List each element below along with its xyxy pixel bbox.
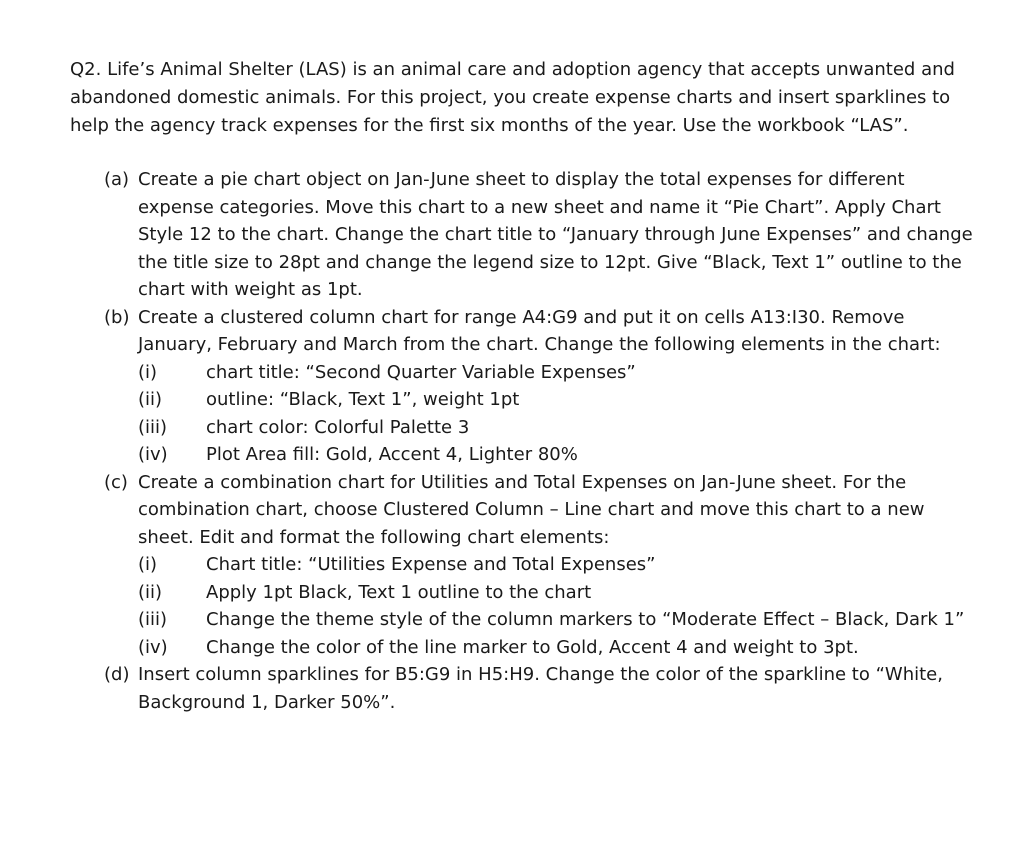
question-d bbox=[104, 661, 984, 716]
question-text: Create a combination chart for Utilities and Total Expenses on Jan-June sheet. For the combination chart, choose Clustered Column – Line chart and move this chart to a new sheet. Edit and format the following chart elements: bbox=[138, 471, 925, 548]
question-body bbox=[138, 166, 984, 304]
question-b bbox=[104, 304, 984, 469]
question-text: Create a pie chart object on Jan-June sheet to display the total expenses for different expense categories. Move this chart to a new sheet and name it “Pie Chart”. Apply Chart Style 12 to the chart. Change the chart title to “January through June Expenses” and change the title size to 28pt and change the legend size to 12pt. Give “Black, Text 1” outline to the chart with weight as 1pt. bbox=[138, 169, 973, 300]
sub-item-text: Change the theme style of the column markers to “Moderate Effect – Black, Dark 1” bbox=[206, 609, 965, 630]
sub-item-label: (ii) bbox=[138, 389, 163, 410]
sub-item bbox=[138, 551, 984, 579]
sub-item-text: outline: “Black, Text 1”, weight 1pt bbox=[206, 389, 520, 410]
sub-item-label: (i) bbox=[138, 361, 158, 383]
sub-item-text: chart title: “Second Quarter Variable Expenses” bbox=[206, 361, 636, 383]
sub-item-label: (ii) bbox=[138, 581, 163, 603]
sub-item-label: (iv) bbox=[138, 636, 168, 658]
sub-item bbox=[138, 359, 984, 387]
sub-item-text: Chart title: “Utilities Expense and Total Expenses” bbox=[206, 554, 656, 575]
question-text: Insert column sparklines for B5:G9 in H5:H9. Change the color of the sparkline to “White, Background 1, Darker 50%”. bbox=[138, 664, 943, 713]
question-label: (d) bbox=[104, 664, 130, 685]
sub-item bbox=[138, 579, 984, 607]
question-list bbox=[104, 166, 984, 716]
sub-item-label: (iv) bbox=[138, 444, 168, 465]
sub-item-text: chart color: Colorful Palette 3 bbox=[206, 416, 470, 438]
question-body bbox=[138, 469, 984, 662]
question-intro: Q2. Life’s Animal Shelter (LAS) is an animal care and adoption agency that accepts unwanted and abandoned domestic animals. For this project, you create expense charts and insert sparklines to help the agency track expenses for the first six months of the year. Use the workbook “LAS”. bbox=[70, 59, 955, 136]
sub-item-label: (i) bbox=[138, 554, 158, 575]
question-body bbox=[138, 304, 984, 469]
sub-item-text: Apply 1pt Black, Text 1 outline to the chart bbox=[206, 581, 592, 603]
question-label: (b) bbox=[104, 306, 130, 328]
sub-item bbox=[138, 386, 984, 414]
sub-item-text: Plot Area fill: Gold, Accent 4, Lighter 80% bbox=[206, 444, 578, 465]
question-label: (c) bbox=[104, 471, 128, 493]
sub-item bbox=[138, 414, 984, 442]
sub-item bbox=[138, 634, 984, 662]
question-c bbox=[104, 469, 984, 662]
question-text: Create a clustered column chart for range A4:G9 and put it on cells A13:I30. Remove January, February and March from the chart. Change the following elements in the chart: bbox=[138, 306, 941, 355]
question-label: (a) bbox=[104, 169, 130, 190]
question-a bbox=[104, 166, 984, 304]
question-body bbox=[138, 661, 984, 716]
sub-item bbox=[138, 441, 984, 469]
sub-item-text: Change the color of the line marker to Gold, Accent 4 and weight to 3pt. bbox=[206, 636, 859, 658]
sub-item-label: (iii) bbox=[138, 609, 168, 630]
sub-item-label: (iii) bbox=[138, 416, 168, 438]
sub-item bbox=[138, 606, 984, 634]
